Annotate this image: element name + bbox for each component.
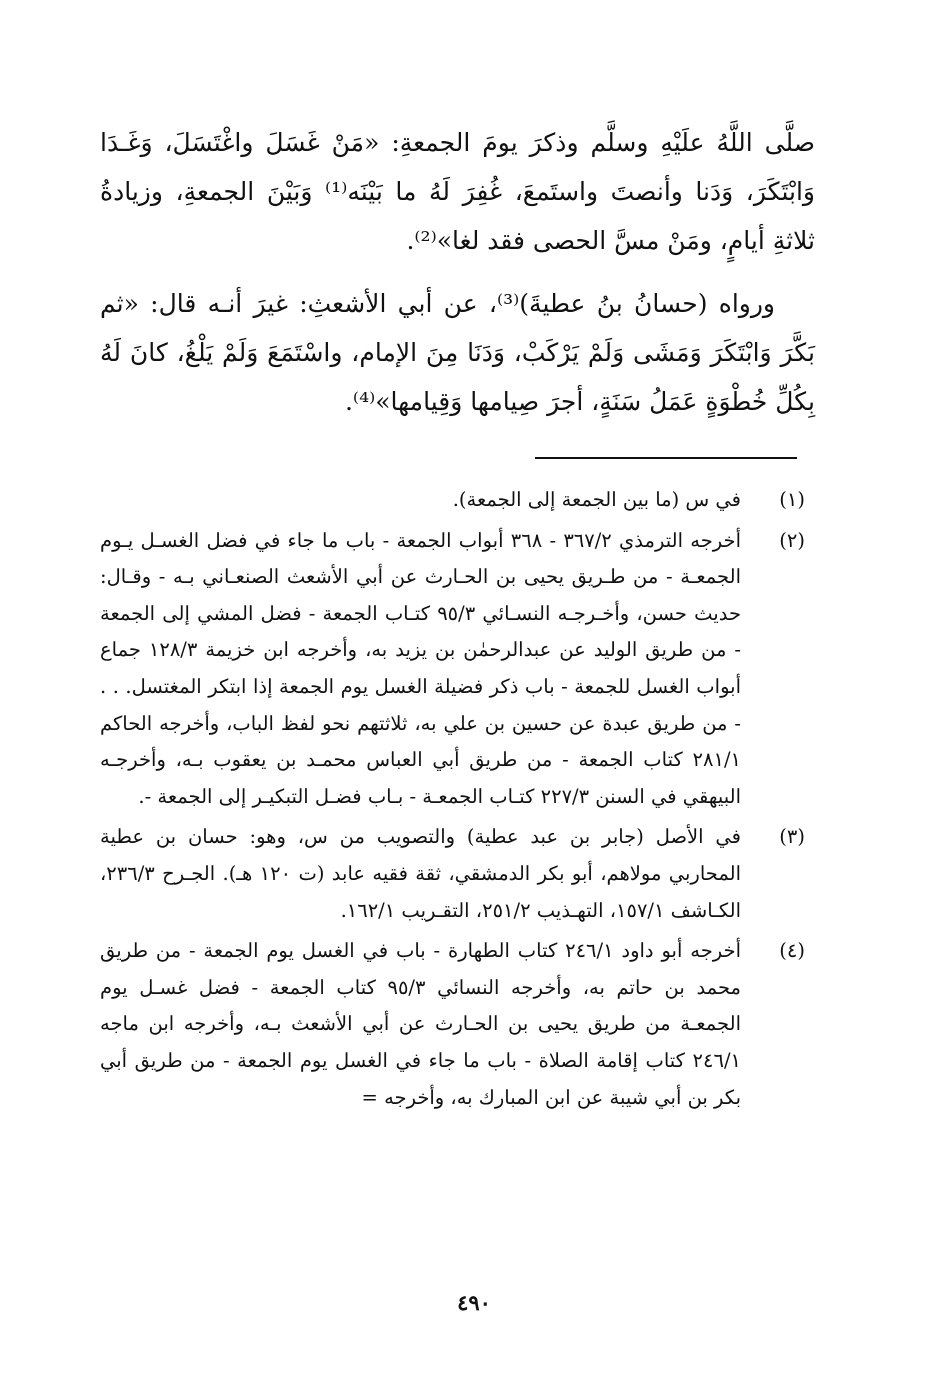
footnote-text: أخرجه الترمذي ٣٦٧/٢ - ٣٦٨ أبواب الجمعة - باب ما جاء في فضل الغسـل يـوم الجمعـة - من طـريق يحيى بن الحـارث عن أبي الأشعث الصنعـاني بـه - وقـال: حديث حسن، وأخـرجـه النسـائي ٩٥/٣ كتـاب الجمعة - فضل المشي إلى الجمعة - من طريق الوليد عن عبدالرحمٰن بن يزيد به، وأخرجه ابن خزيمة ١٢٨/٣ جماع أبواب الغسل للجمعة - باب ذكر فضيلة الغسل يوم الجمعة إذا ابتكر المغتسل. . . - من طريق عبدة عن حسين بن علي به، ثلاثتهم نحو لفظ الباب، وأخرجه الحاكم ٢٨١/١ كتاب الجمعة - من طريق أبي العباس محمـد بن يعقوب بـه، وأخرجـه البيهقي في السنن ٢٢٧/٣ كتـاب الجمعـة - بـاب فضـل التبكيـر إلى الجمعة -. xyxy=(100,528,742,808)
footnote-text: في الأصل (جابر بن عبد عطية) والتصويب من س، وهو: حسان بن عطية المحاربي مولاهم، أبو بكر الدمشقي، ثقة فقيه عابد (ت ١٢٠ هـ). الجـرح ٢٣٦/٣، الكـاشف ١٥٧/١، التهـذيب ٢٥١/٢، التقـريب ١٦٢/١. xyxy=(100,825,742,922)
footnote-4 xyxy=(100,933,805,1116)
footnote-number: (٤) xyxy=(779,939,805,963)
main-text-block xyxy=(100,118,815,426)
footnote-number: (٣) xyxy=(779,825,805,849)
footnote-text: في س (ما بين الجمعة إلى الجمعة). xyxy=(452,488,741,511)
footnote-text: أخرجه أبو داود ٢٤٦/١ كتاب الطهارة - باب في الغسل يوم الجمعة - من طريق محمد بن حاتم به، وأخرجه النسائي ٩٥/٣ كتاب الجمعة - فضل غسـل يوم الجمعـة من طريق يحيى بن الحـارث عن أبي الأشعث بـه، وأخرجه ابن ماجه ٢٤٦/١ كتاب إقامة الصلاة - باب ما جاء في الغسل يوم الجمعة - من طريق أبي بكر بن أبي شيبة عن ابن المبارك به، وأخرجه = xyxy=(100,939,741,1109)
main-paragraph-2: ورواه (حسانُ بنُ عطيةَ)⁽³⁾، عن أبي الأشعثِ: غيرَ أنـه قال: «ثم بَكَّرَ وَابْتَكَرَ وَمَشَى وَلَمْ يَرْكَبْ، وَدَنَا مِنَ الإمام، واسْتَمَعَ وَلَمْ يَلْغُ، كانَ لَهُ بِكُلِّ خُطْوَةٍ عَمَلُ سَنَةٍ، أجرَ صِيامها وَقِيامها»⁽⁴⁾. xyxy=(100,289,815,416)
page-number: ٤٩٠ xyxy=(457,1290,491,1315)
footnote-1 xyxy=(100,482,805,519)
footnote-number: (١) xyxy=(779,488,805,511)
footnote-3 xyxy=(100,819,805,929)
main-paragraph-1: صلَّى اللَّهُ علَيْهِ وسلَّم وذكرَ يومَ الجمعةِ: «مَنْ غَسَلَ واغْتَسَلَ، وَغَـدَا وَابْتَكَرَ، وَدَنا وأنصتَ واستَمعَ، غُفِرَ لَهُ ما بَيْنَه⁽¹⁾ وَبَيْنَ الجمعةِ، وزيادةُ ثلاثةِ أيامٍ، ومَنْ مسَّ الحصى فقد لغا»⁽²⁾. xyxy=(100,128,815,255)
footnote-number: (٢) xyxy=(779,528,805,552)
footnote-2 xyxy=(100,523,805,816)
footnotes-section xyxy=(100,482,805,1120)
footnote-separator-rule xyxy=(535,457,797,459)
